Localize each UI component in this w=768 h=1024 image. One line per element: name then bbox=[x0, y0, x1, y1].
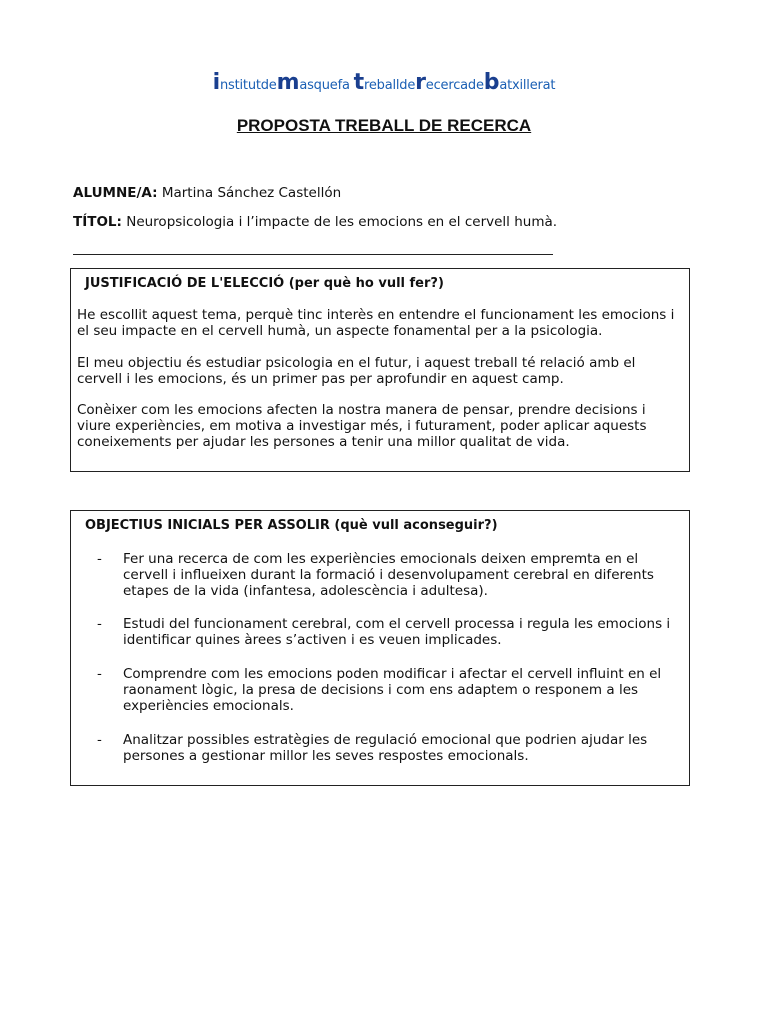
bullet-dash: - bbox=[97, 666, 102, 682]
bullet-dash: - bbox=[97, 551, 102, 567]
header-word: atxillerat bbox=[499, 78, 556, 93]
student-field bbox=[73, 185, 341, 201]
justification-heading: JUSTIFICACIÓ DE L'ELECCIÓ (per què ho vull fer?) bbox=[85, 276, 444, 291]
bullet-dash: - bbox=[97, 732, 102, 748]
student-label: ALUMNE/A: bbox=[73, 185, 158, 201]
institution-header bbox=[0, 70, 768, 95]
objective-text: Comprendre com les emocions poden modificar i afectar el cervell influint en el raonament lògic, la presa de decisions i com ens adaptem o responem a les experiències emocionals. bbox=[123, 666, 662, 714]
justification-paragraph: El meu objectiu és estudiar psicologia en el futur, i aquest treball té relació amb el cervell i les emocions, és un primer pas per aprofundir en aquest camp. bbox=[77, 355, 636, 387]
thesis-label: TÍTOL: bbox=[73, 214, 122, 230]
header-word: asquefa bbox=[299, 78, 354, 93]
header-initial: m bbox=[276, 70, 300, 95]
objective-text: Analitzar possibles estratègies de regulació emocional que podrien ajudar les persones a gestionar millor les seves respostes emocionals. bbox=[123, 732, 648, 764]
justification-box bbox=[70, 268, 690, 472]
objective-text: Estudi del funcionament cerebral, com el cervell processa i regula les emocions i identificar quines àrees s’activen i es veuen implicades. bbox=[123, 616, 671, 648]
objectives-heading: OBJECTIUS INICIALS PER ASSOLIR (què vull aconseguir?) bbox=[85, 518, 498, 533]
justification-paragraph: Conèixer com les emocions afecten la nostra manera de pensar, prendre decisions i viure experiències, em motiva a investigar més, i futurament, poder aplicar aquests coneixements per ajudar les persones a tenir una millor qualitat de vida. bbox=[77, 402, 647, 450]
thesis-title: Neuropsicologia i l’impacte de les emocions en el cervell humà. bbox=[126, 214, 558, 230]
header-word: nstitutde bbox=[220, 78, 277, 93]
student-name: Martina Sánchez Castellón bbox=[161, 185, 342, 201]
header-initial: r bbox=[415, 70, 426, 95]
header-word: reballde bbox=[363, 78, 416, 93]
header-word: ecercade bbox=[425, 78, 484, 93]
bullet-dash: - bbox=[97, 616, 102, 632]
justification-paragraph: He escollit aquest tema, perquè tinc interès en entendre el funcionament les emocions i el seu impacte en el cervell humà, un aspecte fonamental per a la psicologia. bbox=[77, 307, 675, 339]
header-initial: i bbox=[212, 70, 220, 95]
header-initial: t bbox=[353, 70, 364, 95]
header-initial: b bbox=[483, 70, 500, 95]
separator-line bbox=[73, 254, 553, 255]
document-title: PROPOSTA TREBALL DE RECERCA bbox=[236, 116, 532, 135]
objectives-box bbox=[70, 510, 690, 786]
thesis-title-field bbox=[73, 214, 557, 230]
objective-text: Fer una recerca de com les experiències emocionals deixen empremta en el cervell i influeixen durant la formació i desenvolupament cerebral en diferents etapes de la vida (infantesa, adolescència i adultesa). bbox=[123, 551, 654, 599]
